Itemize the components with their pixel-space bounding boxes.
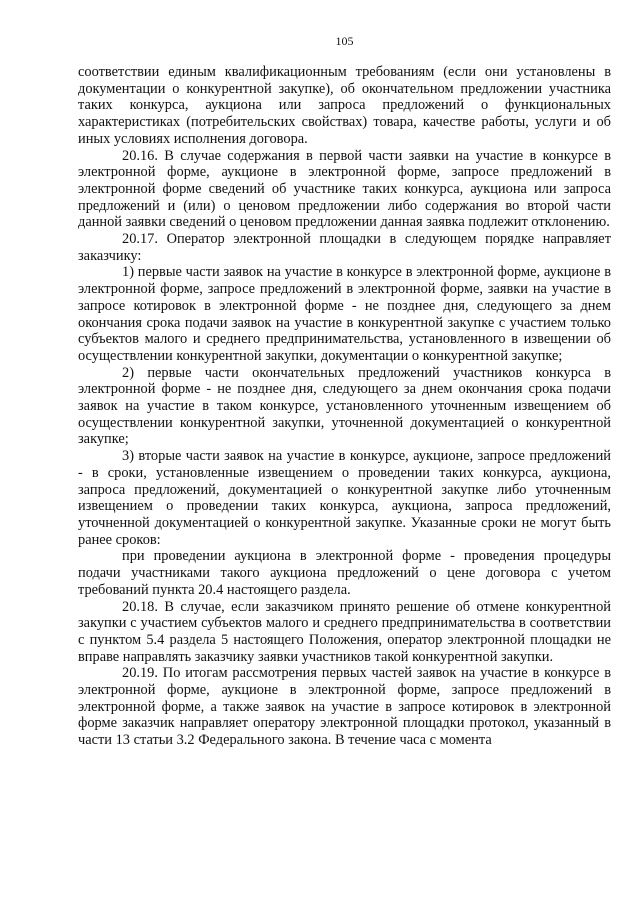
paragraph-20-16: 20.16. В случае содержания в первой части заявки на участие в конкурсе в электронной форме, аукционе в электронной форме, запросе предложений в электронной форме сведений об участнике таких конкурса, аукциона или запроса предложений и (или) о ценовом предложении либо содержания во второй части данной заявки сведений о ценовом предложении данная заявка подлежит отклонению. <box>78 147 611 231</box>
paragraph-20-17-item-1: 1) первые части заявок на участие в конкурсе в электронной форме, аукционе в электронной форме, запросе предложений в электронной форме, заявки на участие в запросе котировок в электронной форме - не позднее дня, следующего за днем окончания срока подачи заявок на участие в конкурентной закупке с участием только субъектов малого и среднего предпринимательства, установленного в извещении об осуществлении конкурентной закупки, документации о конкурентной закупке; <box>78 264 611 364</box>
paragraph-continuation: соответствии единым квалификационным требованиям (если они установлены в документации о конкурентной закупке), об окончательном предложении участника таких конкурса, аукциона или запроса предложений о функциональных характеристиках (потребительских свойствах) товара, качестве работы, услуги и об иных условиях исполнения договора. <box>78 64 611 147</box>
paragraph-20-19: 20.19. По итогам рассмотрения первых частей заявок на участие в конкурсе в электронной форме, аукционе в электронной форме, запросе предложений в электронной форме, а также заявок на участие в запросе котировок в электронной форме заказчик направляет оператору электронной площадки протокол, указанный в части 13 статьи 3.2 Федерального закона. В течение часа с момента <box>78 665 611 749</box>
page-number: 105 <box>335 34 354 48</box>
paragraph-20-17: 20.17. Оператор электронной площадки в следующем порядке направляет заказчику: <box>78 231 611 264</box>
paragraph-20-17-item-2: 2) первые части окончательных предложений участников конкурса в электронной форме - не позднее дня, следующего за днем окончания срока подачи заявок на участие в таком конкурсе, установленного уточненным извещением об осуществлении конкурентной закупки, уточненной документацией о конкурентной закупке; <box>78 364 611 448</box>
document-body <box>78 64 611 749</box>
paragraph-20-18: 20.18. В случае, если заказчиком принято решение об отмене конкурентной закупки с участием субъектов малого и среднего предпринимательства в соответствии с пунктом 5.4 раздела 5 настоящего Положения, оператор электронной площадки не вправе направлять заказчику заявки участников такой конкурентной закупки. <box>78 598 611 665</box>
paragraph-20-17-item-3-sub: при проведении аукциона в электронной форме - проведения процедуры подачи участниками такого аукциона предложений о цене договора с учетом требований пункта 20.4 настоящего раздела. <box>78 548 611 598</box>
paragraph-20-17-item-3: 3) вторые части заявок на участие в конкурсе, аукционе, запросе предложений - в сроки, установленные извещением о проведении таких конкурса, аукциона, запроса предложений, документацией о конкурентной закупке либо уточненным извещением о проведении таких конкурса, аукциона, запроса предложений, уточненной документацией о конкурентной закупке. Указанные сроки не могут быть ранее сроков: <box>78 448 611 548</box>
